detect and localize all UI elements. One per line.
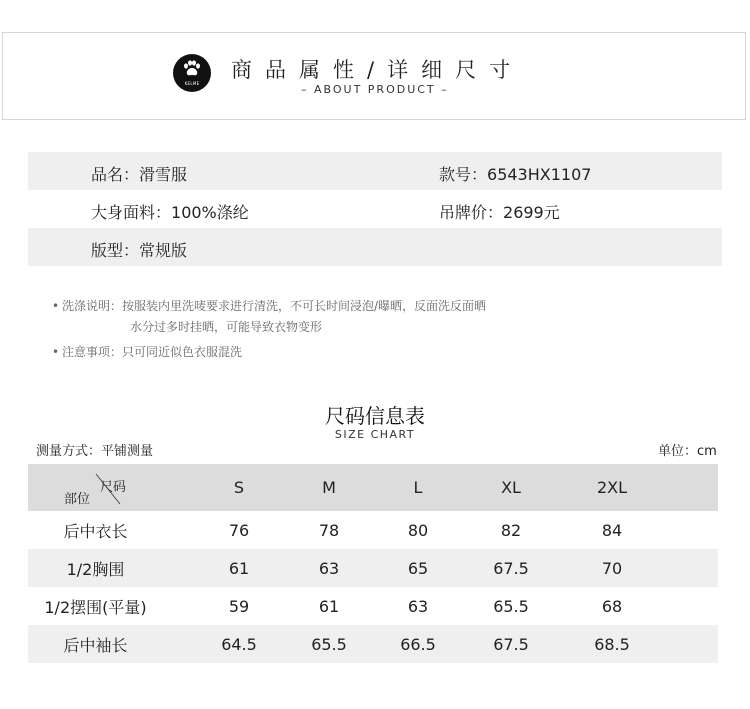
logo-text: KELME <box>184 81 200 86</box>
table-cell: 68.5 <box>594 634 630 654</box>
table-cell: 84 <box>601 520 623 540</box>
measure-method: 测量方式：平铺测量 <box>36 444 154 459</box>
table-cell: 65.5 <box>311 634 347 654</box>
wash-label: 洗涤说明： <box>62 299 123 313</box>
attribute-table <box>28 152 722 266</box>
size-header: 2XL <box>596 478 628 497</box>
header-box <box>2 32 746 120</box>
care-note <box>52 342 486 363</box>
table-cell: 61 <box>228 558 250 578</box>
paw-icon <box>182 60 202 78</box>
size-table <box>28 464 718 663</box>
table-cell: 63 <box>407 596 429 616</box>
attribute-row <box>28 228 722 266</box>
bullet: • <box>52 345 60 359</box>
attribute-row <box>28 190 722 228</box>
attribute-style-no: 款号：6543HX1107 <box>439 165 592 184</box>
wash-text: 按服装内里洗唛要求进行清洗，不可长时间浸泡/曝晒，反面洗反面晒 <box>122 299 487 313</box>
table-cell: 70 <box>601 558 623 578</box>
table-cell: 76 <box>228 520 250 540</box>
size-header: XL <box>501 478 521 497</box>
table-row <box>28 587 718 625</box>
size-header: L <box>413 478 423 497</box>
care-label: 注意事项： <box>62 345 123 359</box>
size-header: M <box>322 478 336 497</box>
corner-cell <box>28 464 136 511</box>
part-label: 1/2胸围 <box>66 559 125 579</box>
page-title: 商品属性/详细尺寸 <box>231 58 524 82</box>
unit-label: 单位：cm <box>658 444 717 459</box>
corner-part-label: 部位 <box>64 492 91 507</box>
table-cell: 78 <box>318 520 340 540</box>
size-chart-subtitle: SIZE CHART <box>334 428 416 441</box>
wash-note <box>52 296 486 338</box>
attribute-row <box>28 152 722 190</box>
size-header: S <box>233 478 245 497</box>
attribute-fit: 版型：常规版 <box>91 241 188 260</box>
table-cell: 67.5 <box>493 558 529 578</box>
care-notes <box>52 296 486 363</box>
table-cell: 65.5 <box>493 596 529 616</box>
table-cell: 61 <box>318 596 340 616</box>
table-cell: 59 <box>228 596 250 616</box>
attribute-price: 吊牌价：2699元 <box>439 203 560 222</box>
size-chart-title: 尺码信息表 <box>325 404 425 428</box>
table-cell: 67.5 <box>493 634 529 654</box>
part-label: 1/2摆围(平量) <box>44 597 147 617</box>
table-cell: 63 <box>318 558 340 578</box>
size-header-row <box>28 464 718 511</box>
table-row <box>28 511 718 549</box>
part-label: 后中衣长 <box>63 521 128 541</box>
attribute-name: 品名：滑雪服 <box>91 165 188 184</box>
table-cell: 80 <box>407 520 429 540</box>
wash-text-cont: 水分过多时挂晒，可能导致衣物变形 <box>130 320 323 334</box>
care-text: 只可同近似色衣服混洗 <box>122 345 243 359</box>
table-cell: 66.5 <box>400 634 436 654</box>
table-cell: 64.5 <box>221 634 257 654</box>
table-cell: 65 <box>407 558 429 578</box>
table-row <box>28 549 718 587</box>
brand-logo <box>173 54 211 92</box>
part-label: 后中袖长 <box>63 635 128 655</box>
attribute-fabric: 大身面料：100%涤纶 <box>91 203 249 222</box>
table-cell: 82 <box>500 520 522 540</box>
page-subtitle: – ABOUT PRODUCT – <box>301 83 449 96</box>
bullet: • <box>52 299 60 313</box>
table-row <box>28 625 718 663</box>
table-cell: 68 <box>601 596 623 616</box>
corner-size-label: 尺码 <box>100 480 127 495</box>
